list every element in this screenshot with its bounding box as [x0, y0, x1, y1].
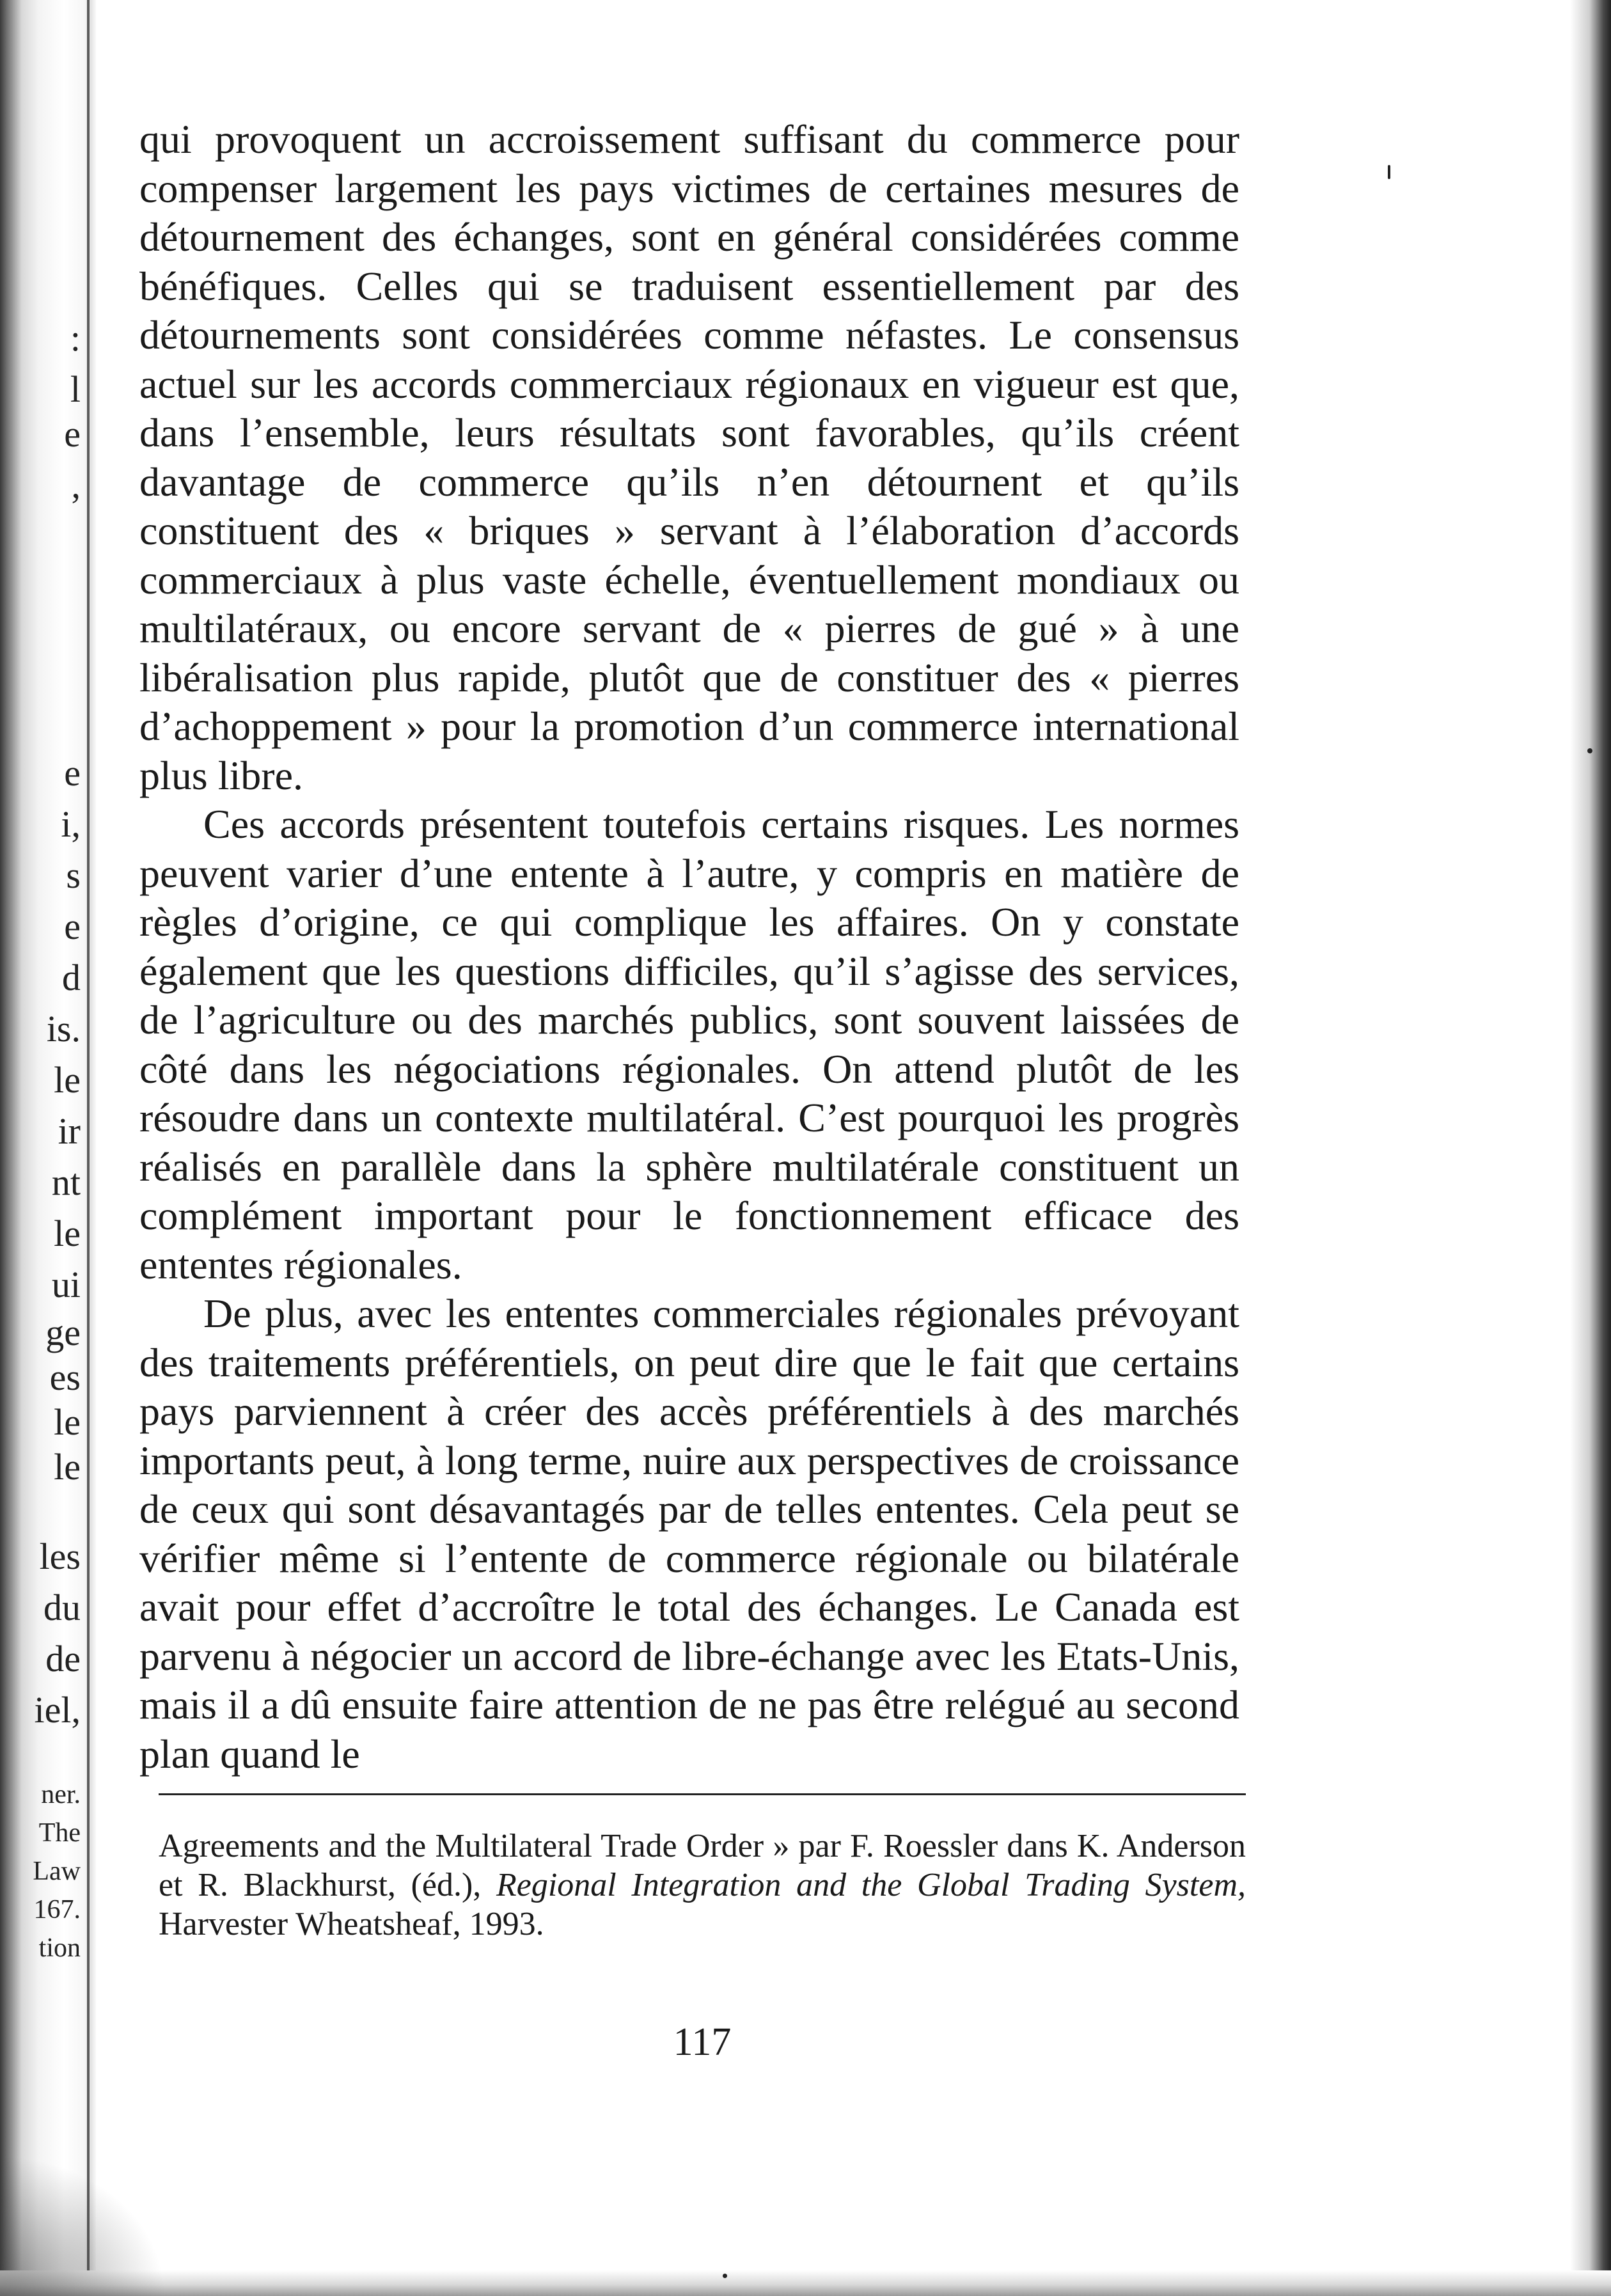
left-fragment: les [39, 1536, 81, 1577]
left-fragment: iel, [34, 1689, 81, 1731]
left-fragment: tion [38, 1933, 81, 1963]
scan-speck [1587, 748, 1592, 753]
left-fragment: ge [45, 1312, 81, 1353]
body-paragraph: Ces accords présentent toutefois certains risques. Les normes peuvent varier d’une entente à l’autre, y compris en matière de règles d’origine, ce qui complique les affaires. On y constate également que les questions difficiles, qu’il s’agisse des services, de l’agriculture ou des marchés publics, sont souvent laissées de côté dans les négociations régionales. On attend plutôt de les résoudre dans un contexte multilatéral. C’est pourquoi les progrès réalisés en parallèle dans la sphère multilatérale constituent un complément important pour le fonctionnement efficace des ententes régionales. [139, 801, 1239, 1287]
footnote-text-end: Harvester Wheatsheaf, 1993. [159, 1906, 544, 1942]
page-body [139, 115, 1239, 1779]
left-fragment: le [54, 1059, 81, 1101]
left-fragment: Law [33, 1857, 81, 1886]
left-fragment: e [64, 906, 81, 947]
left-fragment: e [64, 752, 81, 794]
left-fragment: is. [46, 1008, 81, 1050]
right-page-edge [1570, 0, 1611, 2296]
left-fragment: le [54, 1401, 81, 1443]
left-fragment: 167. [33, 1895, 81, 1924]
left-fragment: l [70, 368, 81, 410]
left-fragment: s [66, 854, 81, 896]
left-fragment: The [38, 1818, 81, 1848]
page-number: 117 [673, 2020, 732, 2064]
bottom-page-edge [0, 2270, 1611, 2296]
left-fragment: : [70, 317, 81, 359]
footnote-separator [159, 1793, 1246, 1795]
footnote [159, 1827, 1246, 1944]
left-fragment: le [54, 1446, 81, 1488]
left-fragment: le [54, 1213, 81, 1254]
left-fragment: du [43, 1587, 81, 1628]
left-fragment: nt [51, 1161, 81, 1203]
left-fragment: , [71, 464, 81, 506]
footnote-text: Agreements and the Multilateral Trade Order » par F. Roessler dans K. Anderson et R. Blackhurst, (éd.), [159, 1828, 1246, 1903]
left-fragment: d [62, 957, 81, 998]
left-fragment: de [45, 1638, 81, 1679]
left-fragment: i, [61, 803, 81, 845]
footnote-book-title: Regional Integration and the Global Trading System, [496, 1867, 1246, 1903]
scan-speck [723, 2274, 727, 2278]
body-paragraph: De plus, avec les ententes commerciales régionales prévoyant des traitements préférentiels, on peut dire que le fait que certains pays parviennent à créer des accès préférentiels à des marchés importants peut, à long terme, nuire aux perspectives de croissance de ceux qui sont désavantagés par de telles ententes. Cela peut se vérifier même si l’entente de commerce régionale ou bilatérale avait pour effet d’accroître le total des échanges. Le Canada est parvenu à négocier un accord de libre-échange avec les Etats-Unis, mais il a dû ensuite faire attention de ne pas être relégué au second plan quand le [139, 1291, 1239, 1777]
left-fragment: ui [51, 1264, 81, 1305]
scan-speck [1388, 165, 1390, 179]
left-fragment: ir [58, 1110, 81, 1152]
left-fragment: ner. [41, 1780, 81, 1809]
body-paragraph: qui provoquent un accroissement suffisant du commerce pour compenser largement les pays victimes de certaines mesures de détournement des échanges, sont en général considérées comme bénéfiques. Celles qui se traduisent essentiellement par des détournements sont considérées comme néfastes. Le consensus actuel sur les accords commerciaux régionaux en vigueur est que, dans l’ensemble, leurs résultats sont favorables, qu’ils créent davantage de commerce qu’ils n’en détournent et qu’ils constituent des « briques » servant à l’élaboration d’accords commerciaux à plus vaste échelle, éventuellement mondiaux ou multilatéraux, ou encore servant de « pierres de gué » à une libéralisation plus rapide, plutôt que de constituer des « pierres d’achoppement » pour la promotion d’un commerce international plus libre. [139, 116, 1239, 798]
left-fragment: es [49, 1356, 81, 1398]
left-fragment: e [64, 413, 81, 455]
left-page-bleed [0, 0, 90, 2296]
